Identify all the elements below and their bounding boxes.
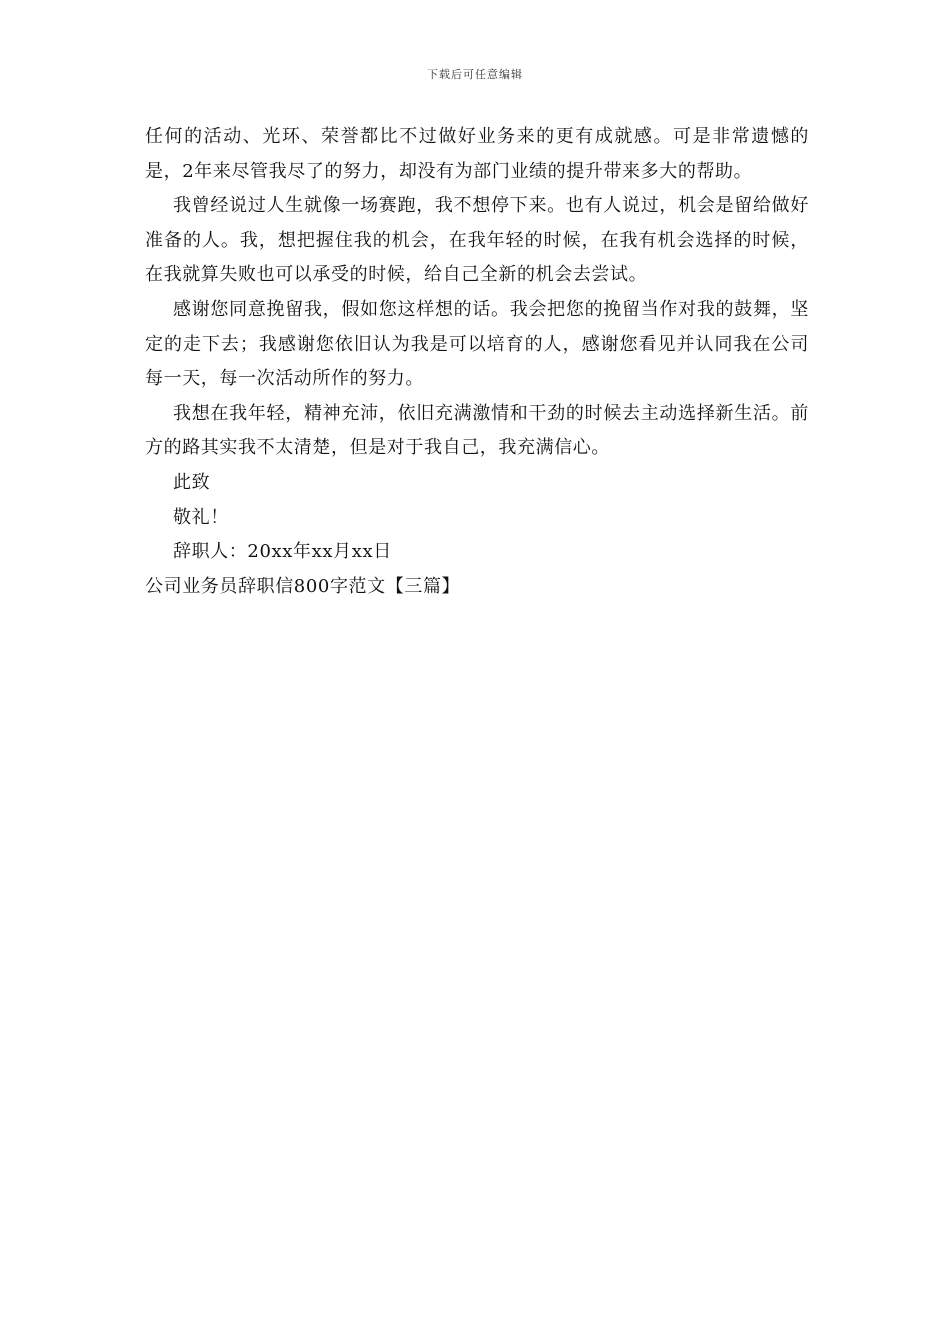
next-article-title: 公司业务员辞职信800字范文【三篇】 [145,575,461,597]
paragraph: 我曾经说过人生就像一场赛跑，我不想停下来。也有人说过，机会是留给做好准备的人。我，想把握住我的机会，在我年轻的时候，在我有机会选择的时候，在我就算失败也可以承受的时候，给自己全新的机会去尝试。 [145,195,809,286]
closing-salutation: 此致 [173,471,211,493]
header-note: 下载后可任意编辑 [427,68,523,81]
closing-regards: 敬礼！ [173,506,229,528]
signature-line: 辞职人：20xx年xx月xx日 [173,541,392,563]
paragraph-continued: 任何的活动、光环、荣誉都比不过做好业务来的更有成就感。可是非常遗憾的是，2年来尽管我尽了的努力，却没有为部门业绩的提升带来多大的帮助。 [145,126,809,182]
paragraph: 我想在我年轻，精神充沛，依旧充满激情和干劲的时候去主动选择新生活。前方的路其实我不太清楚，但是对于我自己，我充满信心。 [145,402,809,459]
document-body [145,120,809,604]
paragraph: 感谢您同意挽留我，假如您这样想的话。我会把您的挽留当作对我的鼓舞，坚定的走下去；我感谢您依旧认为我是可以培育的人，感谢您看见并认同我在公司每一天，每一次活动所作的努力。 [145,298,809,390]
